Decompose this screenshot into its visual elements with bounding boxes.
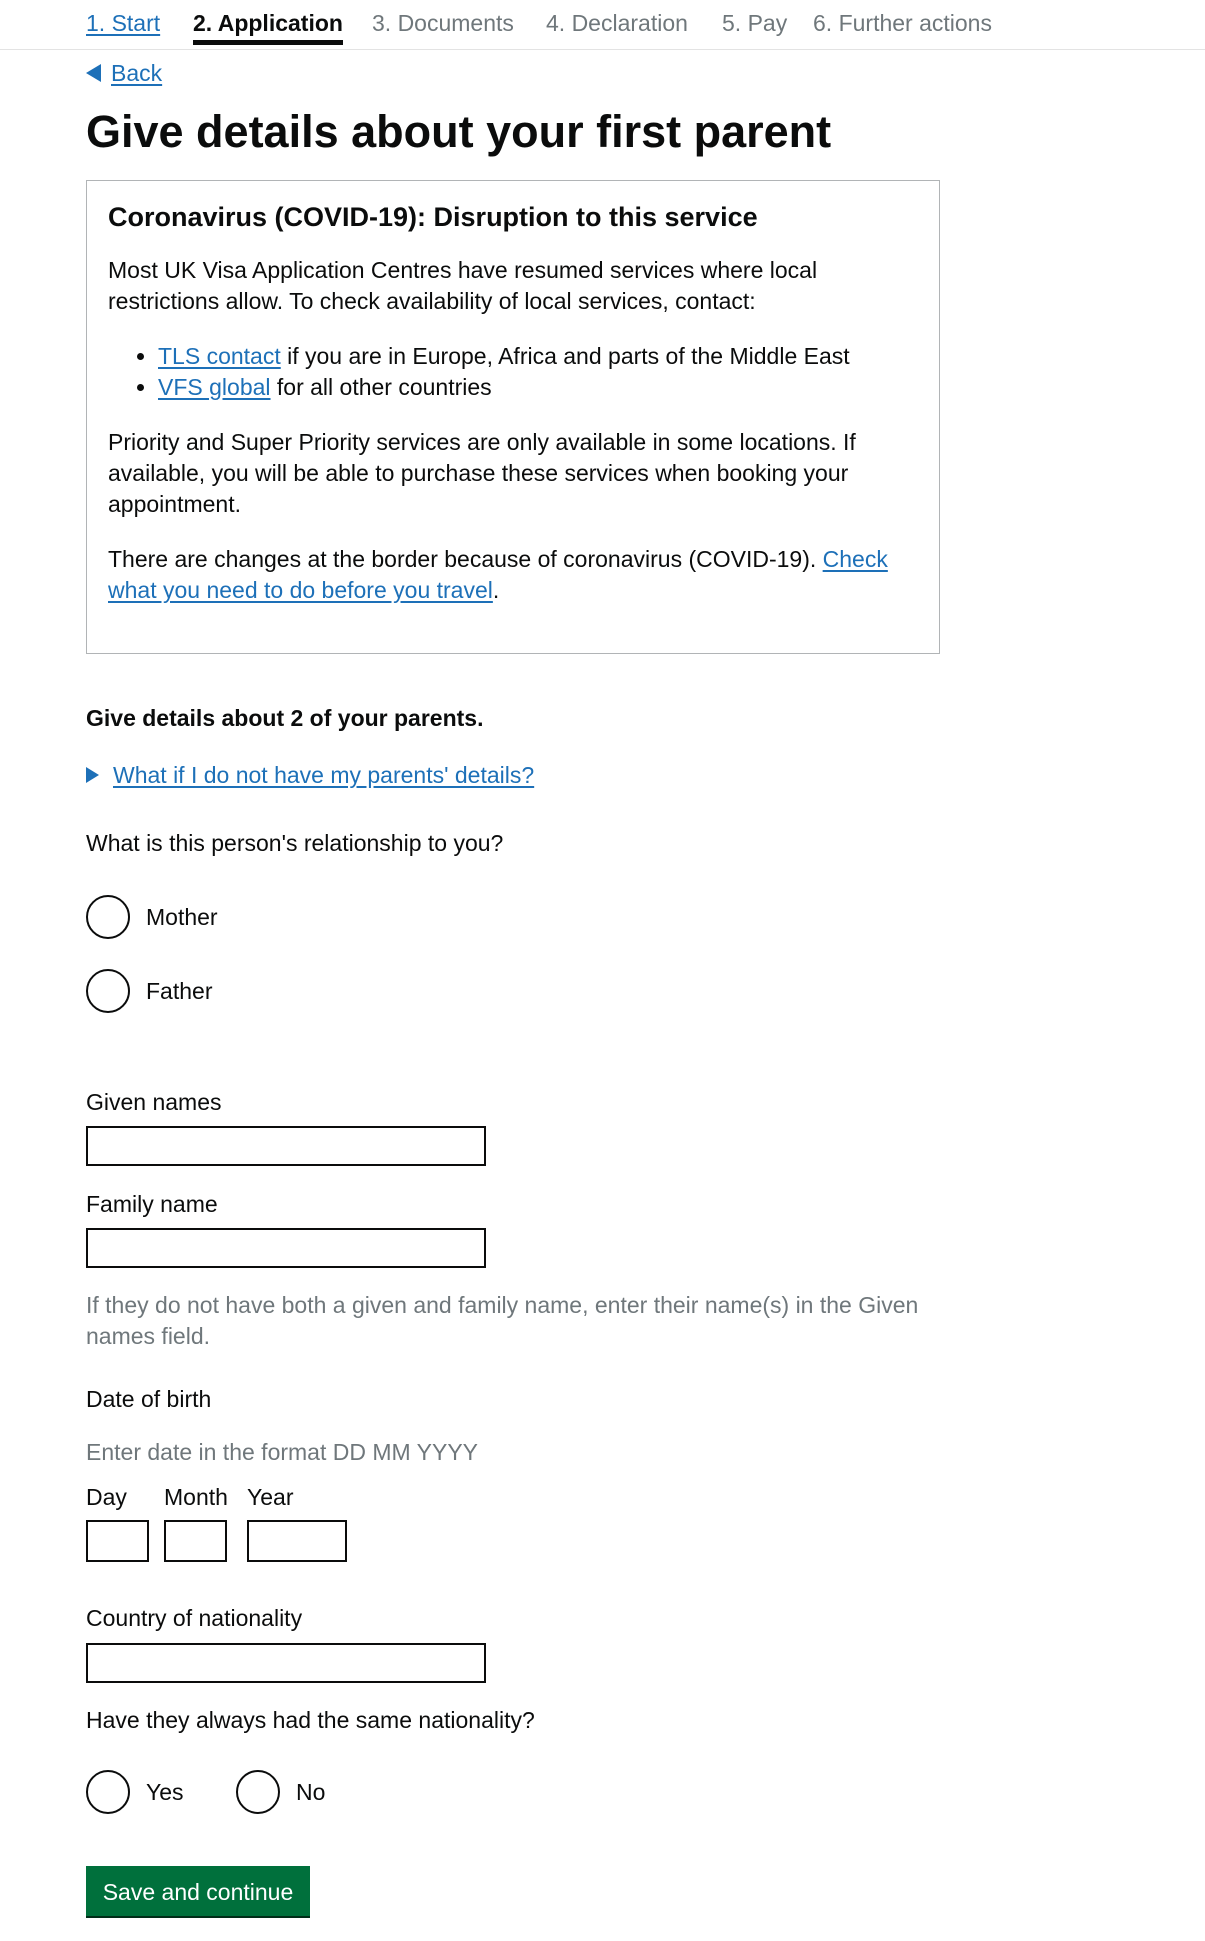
back-arrow-icon (86, 64, 101, 82)
notice-paragraph-3: There are changes at the border because of coronavirus (COVID-19). Check what you need to do before you travel. (108, 546, 888, 603)
nationality-input[interactable] (86, 1643, 486, 1683)
covid-notice (86, 180, 940, 654)
back-link[interactable]: Back (111, 60, 163, 86)
step-documents: 3. Documents (372, 10, 514, 36)
notice-paragraph-2: Priority and Super Priority services are only available in some locations. If available, you will be able to purchase these services when booking your appointment. (108, 429, 856, 517)
radio-mother-circle[interactable] (86, 895, 130, 939)
radio-father-label: Father (146, 978, 213, 1004)
radio-yes-circle[interactable] (86, 1770, 130, 1814)
dob-day-input[interactable] (86, 1520, 149, 1562)
family-name-input[interactable] (86, 1228, 486, 1268)
step-start[interactable]: 1. Start (86, 10, 161, 36)
list-item: • VFS global for all other countries (158, 372, 918, 403)
radio-no[interactable] (236, 1770, 325, 1814)
step-further-actions: 6. Further actions (813, 10, 992, 36)
page-title: Give details about your first parent (86, 106, 832, 157)
dob-year-input[interactable] (247, 1520, 347, 1562)
progress-steps (0, 0, 1205, 50)
dob-day-label: Day (86, 1484, 127, 1510)
dob-label: Date of birth (86, 1386, 212, 1412)
vfs-global-link[interactable]: VFS global (158, 374, 271, 400)
parents-details-toggle[interactable] (86, 760, 534, 790)
notice-paragraph-1: Most UK Visa Application Centres have resumed services where local restrictions allow. To check availability of local services, contact: (108, 257, 818, 314)
tls-contact-link[interactable]: TLS contact (158, 343, 281, 369)
given-names-label: Given names (86, 1089, 222, 1115)
radio-mother-label: Mother (146, 904, 218, 930)
step-pay: 5. Pay (722, 10, 788, 36)
dob-hint: Enter date in the format DD MM YYYY (86, 1439, 479, 1465)
name-hint: If they do not have both a given and family name, enter their name(s) in the Given names field. (86, 1292, 919, 1349)
radio-no-label: No (296, 1779, 326, 1805)
radio-no-circle[interactable] (236, 1770, 280, 1814)
parents-lead-text: Give details about 2 of your parents. (86, 705, 484, 731)
radio-father-circle[interactable] (86, 969, 130, 1013)
family-name-label: Family name (86, 1191, 218, 1217)
relationship-question: What is this person's relationship to you? (86, 830, 504, 856)
dob-year-label: Year (247, 1484, 294, 1510)
radio-yes-label: Yes (146, 1779, 184, 1805)
dob-month-label: Month (164, 1484, 228, 1510)
list-item: • TLS contact if you are in Europe, Africa and parts of the Middle East (158, 341, 918, 372)
step-application: 2. Application (193, 8, 343, 45)
radio-father[interactable] (86, 969, 212, 1013)
notice-heading: Coronavirus (COVID-19): Disruption to this service (108, 202, 758, 232)
notice-list (108, 341, 918, 403)
check-travel-link[interactable]: Check what you need to do before you travel (108, 546, 888, 603)
details-summary-link[interactable]: What if I do not have my parents' details? (113, 762, 535, 788)
back-link-container (86, 58, 162, 88)
radio-mother[interactable] (86, 895, 218, 939)
given-names-input[interactable] (86, 1126, 486, 1166)
step-declaration: 4. Declaration (546, 10, 688, 36)
dob-month-input[interactable] (164, 1520, 227, 1562)
radio-yes[interactable] (86, 1770, 184, 1814)
nationality-label: Country of nationality (86, 1605, 303, 1631)
save-and-continue-button[interactable]: Save and continue (86, 1866, 310, 1916)
same-nationality-question: Have they always had the same nationality? (86, 1707, 535, 1733)
disclosure-triangle-icon (86, 767, 99, 783)
